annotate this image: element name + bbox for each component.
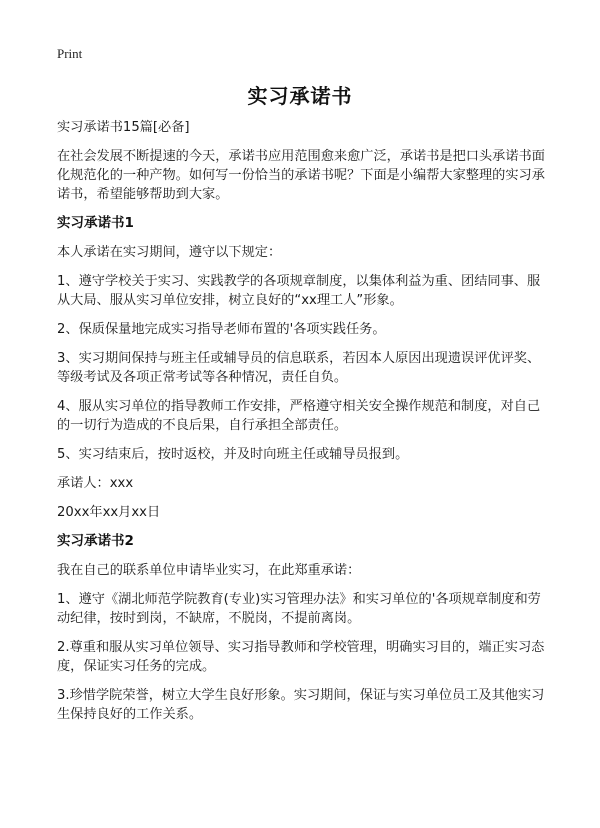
date-line: 20xx年xx月xx日	[57, 505, 161, 520]
document-body	[57, 118, 550, 734]
paragraph: 2.尊重和服从实习单位领导、实习指导教师和学校管理，明确实习目的，端正实习态度，保证实习任务的完成。	[57, 640, 545, 674]
paragraph: 3、实习期间保持与班主任或辅导员的信息联系，若因本人原因出现遗误评优评奖、等级考试及各项正常考试等各种情况，责任自负。	[57, 351, 541, 385]
section-heading-1: 实习承诺书1	[57, 215, 134, 231]
print-link[interactable]: Print	[57, 46, 83, 61]
page-title: 实习承诺书	[247, 84, 353, 108]
intro-paragraph: 在社会发展不断提速的今天，承诺书应用范围愈来愈广泛，承诺书是把口头承诺书面化规范化的一种产物。如何写一份恰当的承诺书呢？下面是小编帮大家整理的实习承诺书，希望能够帮助到大家。	[57, 149, 545, 202]
paragraph: 1、遵守《湖北师范学院教育(专业)实习管理办法》和实习单位的'各项规章制度和劳动纪律，按时到岗，不缺席，不脱岗，不提前离岗。	[57, 592, 541, 626]
paragraph: 5、实习结束后，按时返校，并及时向班主任或辅导员报到。	[57, 447, 409, 462]
paragraph: 4、服从实习单位的指导教师工作安排，严格遵守相关安全操作规范和制度，对自己的一切行为造成的不良后果，自行承担全部责任。	[57, 399, 541, 433]
paragraph: 我在自己的联系单位申请毕业实习，在此郑重承诺：	[57, 563, 361, 578]
document-subtitle: 实习承诺书15篇[必备]	[57, 120, 190, 135]
paragraph: 3.珍惜学院荣誉，树立大学生良好形象。实习期间，保证与实习单位员工及其他实习生保持良好的工作关系。	[57, 688, 545, 722]
paragraph: 2、保质保量地完成实习指导老师布置的'各项实践任务。	[57, 322, 386, 337]
paragraph: 本人承诺在实习期间，遵守以下规定：	[57, 245, 282, 260]
paragraph: 1、遵守学校关于实习、实践教学的各项规章制度，以集体利益为重、团结同事、服从大局、服从实习单位安排，树立良好的“xx理工人”形象。	[57, 274, 541, 308]
signer-line: 承诺人：xxx	[57, 476, 134, 491]
section-heading-2: 实习承诺书2	[57, 533, 134, 549]
